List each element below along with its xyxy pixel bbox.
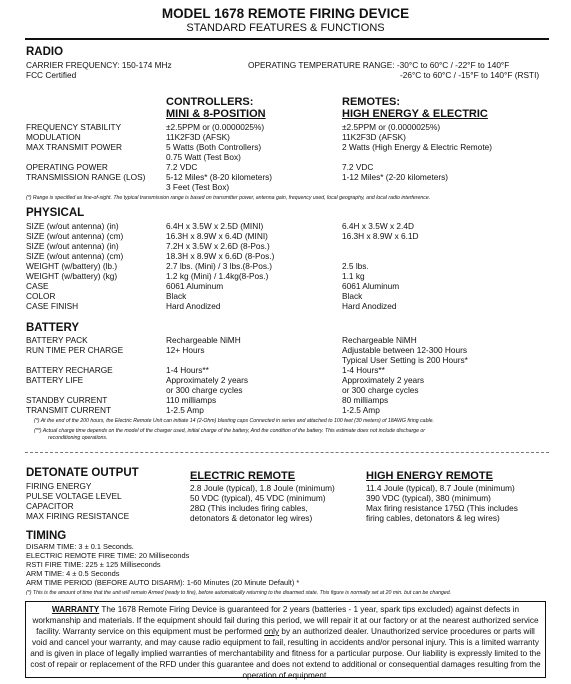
spec-value: Rechargeable NiMH	[342, 335, 417, 345]
spec-label: TRANSMIT CURRENT	[26, 405, 112, 415]
spec-value: ±2.5PPM or (0.0000025%)	[166, 122, 265, 132]
spec-value: 1-4 Hours**	[166, 365, 209, 375]
spec-value: Black	[342, 291, 363, 301]
battery-note-2-cont: reconditioning operations.	[48, 435, 108, 441]
spec-label: COLOR	[26, 291, 56, 301]
spec-value: Approximately 2 years	[342, 375, 425, 385]
spec-value: 80 milliamps	[342, 395, 389, 405]
spec-value: 11.4 Joule (typical), 8.7 Joule (minimum)	[366, 483, 515, 493]
warranty-label: WARRANTY	[51, 605, 100, 614]
remotes-heading: REMOTES:	[342, 96, 401, 108]
spec-label	[26, 355, 123, 365]
timing-line: RSTI FIRE TIME: 225 ± 125 Milliseconds	[26, 560, 161, 569]
spec-value: 5 Watts (Both Controllers)	[166, 142, 262, 152]
spec-value: 1.2 kg (Mini) / 1.4kg(8-Pos.)	[166, 271, 269, 281]
battery-note-2: (**) Actual charge time depends on the model of the charger used, initial charge of the battery, And the condition of the battery. This estimate does not include discharge or	[34, 428, 426, 434]
physical-heading: PHYSICAL	[26, 207, 85, 219]
timing-line: ARM TIME PERIOD (BEFORE AUTO DISARM): 1-60 Minutes (20 Minute Default) *	[26, 578, 300, 587]
spec-value: 18.3H x 8.9W x 6.6D (8-Pos.)	[166, 251, 275, 261]
spec-value: 1-2.5 Amp	[342, 405, 380, 415]
battery-remotes	[342, 335, 468, 415]
spec-label: WEIGHT (w/battery) (kg)	[26, 271, 118, 281]
spec-value: 6.4H x 3.5W x 2.4D	[342, 221, 414, 231]
spec-label: SIZE (w/out antenna) (in)	[26, 241, 119, 251]
spec-label: CAPACITOR	[26, 501, 74, 511]
spec-value: 2.5 lbs.	[342, 261, 369, 271]
spec-label: BATTERY RECHARGE	[26, 365, 113, 375]
spec-value: 390 VDC (typical), 380 (minimum)	[366, 493, 491, 503]
warranty-box	[25, 601, 546, 678]
spec-value: 1.1 kg	[342, 271, 365, 281]
spec-value	[342, 241, 419, 251]
spec-label: TRANSMISSION RANGE (LOS)	[26, 172, 146, 182]
spec-value: Hard Anodized	[166, 301, 221, 311]
spec-label: RUN TIME PER CHARGE	[26, 345, 124, 355]
timing-heading: TIMING	[26, 530, 67, 542]
spec-value: 2.8 Joule (typical), 1.8 Joule (minimum)	[190, 483, 335, 493]
spec-label: OPERATING POWER	[26, 162, 108, 172]
spec-label: FREQUENCY STABILITY	[26, 122, 122, 132]
electric-remote-heading-text: ELECTRIC REMOTE	[190, 470, 296, 482]
spec-label	[26, 152, 145, 162]
spec-value: Rechargeable NiMH	[166, 335, 241, 345]
warranty-text-b: by an authorized dealer. Unauthorized service procedures or parts will void and cancel your warranty, and may cause radio equipment to fail, resulting in accidents and/or personal injury. This is a limited warranty and is given in place of legally implied warranties of merchantability and fitness for a particular purpose. Our liability is expressly limited to the cost of repair or replacement of the RFD under this guarantee and does not extend to additional or consequential damages resulting from the operation of equipment.	[30, 627, 541, 680]
spec-label: FIRING ENERGY	[26, 481, 92, 491]
spec-value: 11K2F3D (AFSK)	[342, 132, 406, 142]
remotes-subheading	[342, 108, 488, 121]
spec-value: 110 milliamps	[166, 395, 217, 405]
spec-value: 28Ω (This includes firing cables,	[190, 503, 308, 513]
radio-spec-controllers	[166, 122, 272, 192]
timing-lines	[26, 542, 299, 587]
remotes-subheading-text: HIGH ENERGY & ELECTRIC	[342, 108, 488, 120]
spec-label: MODULATION	[26, 132, 81, 142]
spec-label: SIZE (w/out antenna) (cm)	[26, 231, 124, 241]
warranty-only: only	[264, 627, 280, 636]
spec-label: BATTERY LIFE	[26, 375, 84, 385]
spec-value: 16.3H x 8.9W x 6.1D	[342, 231, 419, 241]
radio-spec-remotes	[342, 122, 492, 192]
spec-label: CASE	[26, 281, 49, 291]
spec-label: STANDBY CURRENT	[26, 395, 108, 405]
radio-heading: RADIO	[26, 46, 64, 58]
electric-remote-values	[190, 483, 335, 523]
spec-value: Hard Anodized	[342, 301, 397, 311]
spec-value: 7.2 VDC	[342, 162, 374, 172]
spec-value: 6061 Aluminum	[342, 281, 400, 291]
timing-line: DISARM TIME: 3 ± 0.1 Seconds.	[26, 542, 134, 551]
spec-value: or 300 charge cycles	[342, 385, 419, 395]
spec-value: 11K2F3D (AFSK)	[166, 132, 230, 142]
timing-note: (*) This is the amount of time that the unit will remain Armed (ready to fire), before automatically returning to the disarmed state. This figure is normally set at 20 min. but can be changed.	[26, 590, 452, 596]
warranty-text-a: The 1678 Remote Firing Device is guaranteed for 2 years (batteries - 1 year, spark tips excluded) against defects in workmanship and materials. If the equipment should fail during this period, we will repair it at our factory or at the nearest authorized service facility. Warranty service on this equipment must be performed	[32, 605, 539, 636]
spec-label: BATTERY PACK	[26, 335, 88, 345]
spec-label: CASE FINISH	[26, 301, 79, 311]
physical-labels	[26, 221, 123, 311]
spec-value: 0.75 Watt (Test Box)	[166, 152, 241, 162]
spec-value: 7.2H x 3.5W x 2.6D (8-Pos.)	[166, 241, 270, 251]
spec-label: MAX FIRING RESISTANCE	[26, 511, 130, 521]
spec-value: 3 Feet (Test Box)	[166, 182, 230, 192]
spec-value: 1-12 Miles* (2-20 kilometers)	[342, 172, 449, 182]
spec-value: Black	[166, 291, 187, 301]
spec-value: detonators & detonator leg wires)	[190, 513, 313, 523]
battery-note-1: (*) At the end of the 200 hours, the Electric Remote Unit can initiate 14 (2-Ohm) blasting caps Connected in series and attached to 100 feet (30 meters) of 18AWG firing cable.	[34, 418, 434, 424]
warranty-text	[30, 605, 541, 680]
fcc-certified: FCC Certified	[26, 70, 77, 80]
header-rule	[25, 38, 549, 40]
timing-line: ELECTRIC REMOTE FIRE TIME: 20 Milliseconds	[26, 551, 190, 560]
spec-value: 5-12 Miles* (8-20 kilometers)	[166, 172, 273, 182]
carrier-frequency: CARRIER FREQUENCY: 150-174 MHz	[26, 60, 172, 70]
physical-remotes	[342, 221, 419, 311]
high-energy-remote-values	[366, 483, 518, 523]
range-note: (*) Range is specified as line-of-sight. The typical transmission range is based on transmitter power, antenna gain, frequency used, local geography, and local radio interference.	[26, 195, 431, 201]
physical-controllers	[166, 221, 274, 311]
spec-label: MAX TRANSMIT POWER	[26, 142, 123, 152]
spec-value: 2 Watts (High Energy & Electric Remote)	[342, 142, 493, 152]
high-energy-remote-heading-text: HIGH ENERGY REMOTE	[366, 470, 493, 482]
spec-value: firing cables, detonators & leg wires)	[366, 513, 500, 523]
spec-value: 2.7 lbs. (Mini) / 3 lbs.(8-Pos.)	[166, 261, 273, 271]
spec-value: 16.3H x 8.9W x 6.4D (MINI)	[166, 231, 268, 241]
controllers-heading: CONTROLLERS:	[166, 96, 254, 108]
battery-heading: BATTERY	[26, 322, 80, 334]
spec-value: Adjustable between 12-300 Hours	[342, 345, 467, 355]
spec-value: 6.4H x 3.5W x 2.5D (MINI)	[166, 221, 264, 231]
controllers-subheading	[166, 108, 266, 121]
controllers-subheading-text: MINI & 8-POSITION	[166, 108, 266, 120]
spec-label: SIZE (w/out antenna) (cm)	[26, 251, 124, 261]
spec-value: 6061 Aluminum	[166, 281, 224, 291]
timing-line: ARM TIME: 4 ± 0.5 Seconds	[26, 569, 120, 578]
operating-temperature: OPERATING TEMPERATURE RANGE: -30°C to 60°C / -22°F to 140°F	[248, 60, 510, 70]
page-title: MODEL 1678 REMOTE FIRING DEVICE	[161, 6, 410, 21]
detonate-heading: DETONATE OUTPUT	[26, 467, 139, 479]
detonate-labels	[26, 481, 129, 521]
spec-value	[166, 355, 248, 365]
spec-value	[342, 251, 419, 261]
spec-value: ±2.5PPM or (0.0000025%)	[342, 122, 441, 132]
spec-value: 1-4 Hours**	[342, 365, 385, 375]
spec-label	[26, 182, 145, 192]
spec-label: PULSE VOLTAGE LEVEL	[26, 491, 122, 501]
spec-value: or 300 charge cycles	[166, 385, 243, 395]
spec-value: 12+ Hours	[166, 345, 205, 355]
spec-label	[26, 385, 123, 395]
spec-value: Max firing resistance 175Ω (This includes	[366, 503, 518, 513]
spec-value	[342, 152, 492, 162]
battery-controllers	[166, 335, 248, 415]
spec-value: Approximately 2 years	[166, 375, 249, 385]
spec-value	[342, 182, 492, 192]
battery-labels	[26, 335, 123, 415]
high-energy-remote-heading	[366, 470, 493, 483]
spec-value: 1-2.5 Amp	[166, 405, 204, 415]
spec-value: 7.2 VDC	[166, 162, 198, 172]
page-subtitle: STANDARD FEATURES & FUNCTIONS	[186, 22, 385, 34]
spec-label: WEIGHT (w/battery) (lb.)	[26, 261, 118, 271]
section-divider	[25, 452, 549, 453]
operating-temperature-rsti: -26°C to 60°C / -15°F to 140°F (RSTI)	[400, 70, 540, 80]
radio-spec-labels	[26, 122, 145, 192]
spec-value: 50 VDC (typical), 45 VDC (minimum)	[190, 493, 326, 503]
electric-remote-heading	[190, 470, 295, 483]
spec-value: Typical User Setting is 200 Hours*	[342, 355, 468, 365]
spec-label: SIZE (w/out antenna) (in)	[26, 221, 119, 231]
